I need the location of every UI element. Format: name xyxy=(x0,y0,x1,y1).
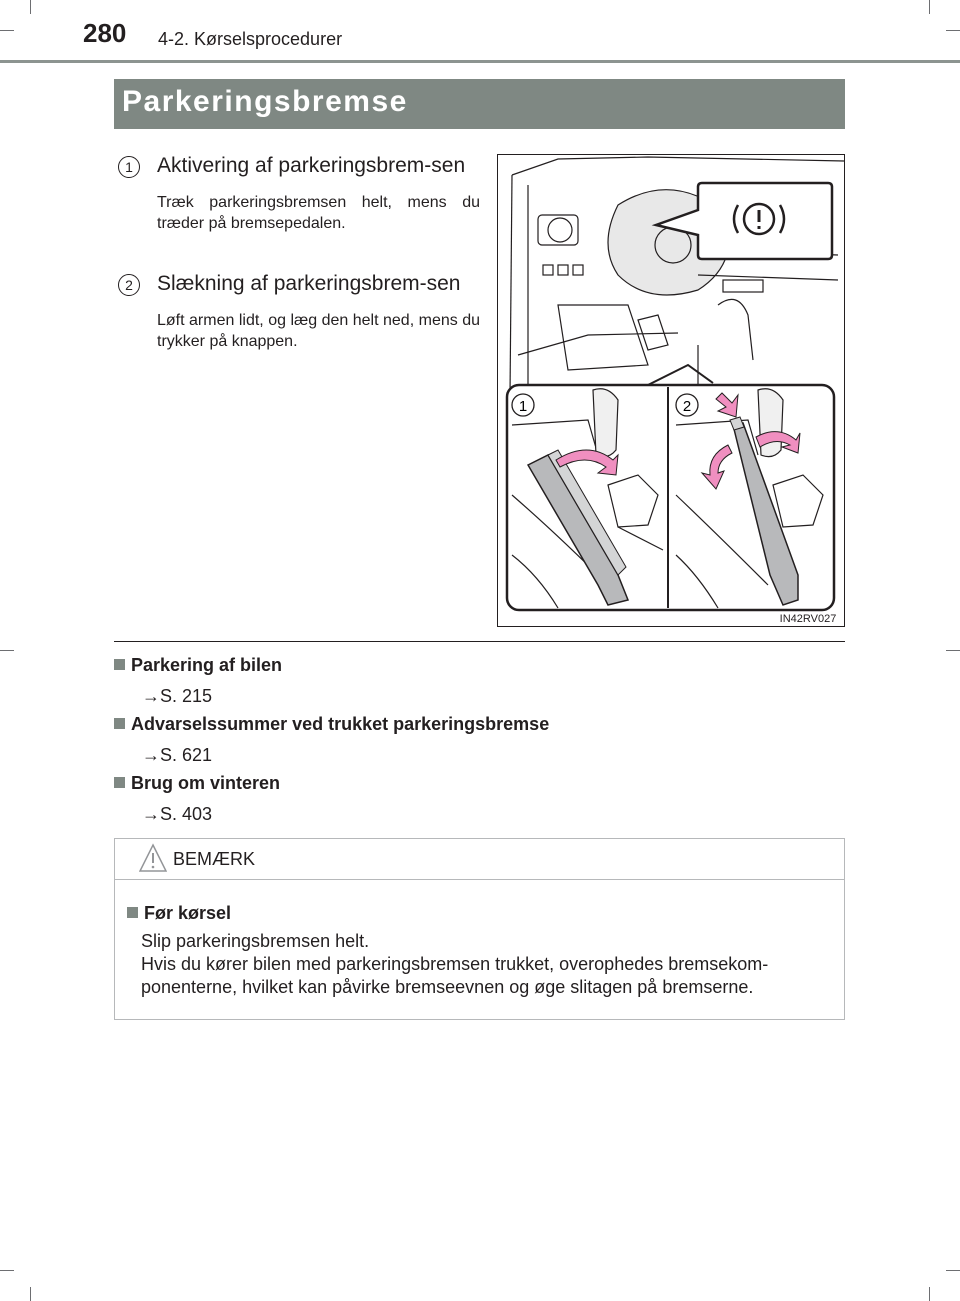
ref-heading: Advarselssummer ved trukket parkeringsbremse xyxy=(114,712,845,736)
header-rule xyxy=(0,60,960,63)
crop-mark xyxy=(0,30,14,31)
step-number-2: 2 xyxy=(118,274,140,296)
ref-buzzer xyxy=(114,712,845,767)
step-desc-2: Løft armen lidt, og læg den helt ned, mens du trykker på knappen. xyxy=(157,312,480,350)
crop-mark xyxy=(946,30,960,31)
notice-label: BEMÆRK xyxy=(173,849,256,869)
step-desc-1: Træk parkeringsbremsen helt, mens du træder på bremsepedalen. xyxy=(157,194,480,232)
square-bullet-icon xyxy=(114,777,125,788)
crop-mark xyxy=(0,650,14,651)
step-title-2: Slækning af parkeringsbrem-sen xyxy=(157,272,461,295)
notice-header xyxy=(115,839,844,880)
square-bullet-icon xyxy=(114,718,125,729)
square-bullet-icon xyxy=(114,659,125,670)
illustration-svg xyxy=(498,155,844,626)
section-title: 4-2. Kørselsprocedurer xyxy=(158,29,343,49)
notice-box xyxy=(114,838,845,1020)
step-2 xyxy=(118,270,480,352)
notice-text-2: Hvis du kører bilen med parkeringsbremsen trukket, overophedes bremsekom- xyxy=(141,954,769,974)
section-separator xyxy=(114,641,845,642)
crop-mark xyxy=(946,1270,960,1271)
ref-heading: Brug om vinteren xyxy=(114,771,845,795)
crop-mark xyxy=(929,0,930,14)
parking-brake-illustration xyxy=(497,154,845,627)
crop-mark xyxy=(30,0,31,14)
page-title-bar xyxy=(114,79,845,129)
figure-code: IN42RV027 xyxy=(779,613,837,625)
page-title: Parkeringsbremse xyxy=(122,85,408,118)
step-1 xyxy=(118,152,480,234)
detail-callout-1-label: 1 xyxy=(518,398,528,415)
crop-mark xyxy=(0,1270,14,1271)
notice-text-1: Slip parkeringsbremsen helt. xyxy=(141,931,370,951)
page-number: 280 xyxy=(83,18,127,48)
ref-heading: Parkering af bilen xyxy=(114,653,845,677)
notice-text-3: ponenterne, hvilket kan påvirke bremseevnen og øge slitagen på bremserne. xyxy=(141,977,754,997)
notice-body xyxy=(127,901,832,999)
step-number-1: 1 xyxy=(118,156,140,178)
detail-pointer xyxy=(648,365,713,385)
crop-mark xyxy=(30,1287,31,1301)
page-link-403[interactable]: →S. 403 xyxy=(142,804,213,824)
page-link-621[interactable]: →S. 621 xyxy=(142,745,213,765)
warning-triangle-icon xyxy=(139,843,167,873)
crop-mark xyxy=(946,650,960,651)
step-title-1: Aktivering af parkeringsbrem-sen xyxy=(157,154,466,177)
crop-mark xyxy=(929,1287,930,1301)
ref-parking xyxy=(114,653,845,708)
ref-winter xyxy=(114,771,845,826)
square-bullet-icon xyxy=(127,907,138,918)
page-link-215[interactable]: →S. 215 xyxy=(142,686,213,706)
notice-subheading: Før kørsel xyxy=(127,901,832,925)
detail-callout-2-label: 2 xyxy=(682,398,692,415)
